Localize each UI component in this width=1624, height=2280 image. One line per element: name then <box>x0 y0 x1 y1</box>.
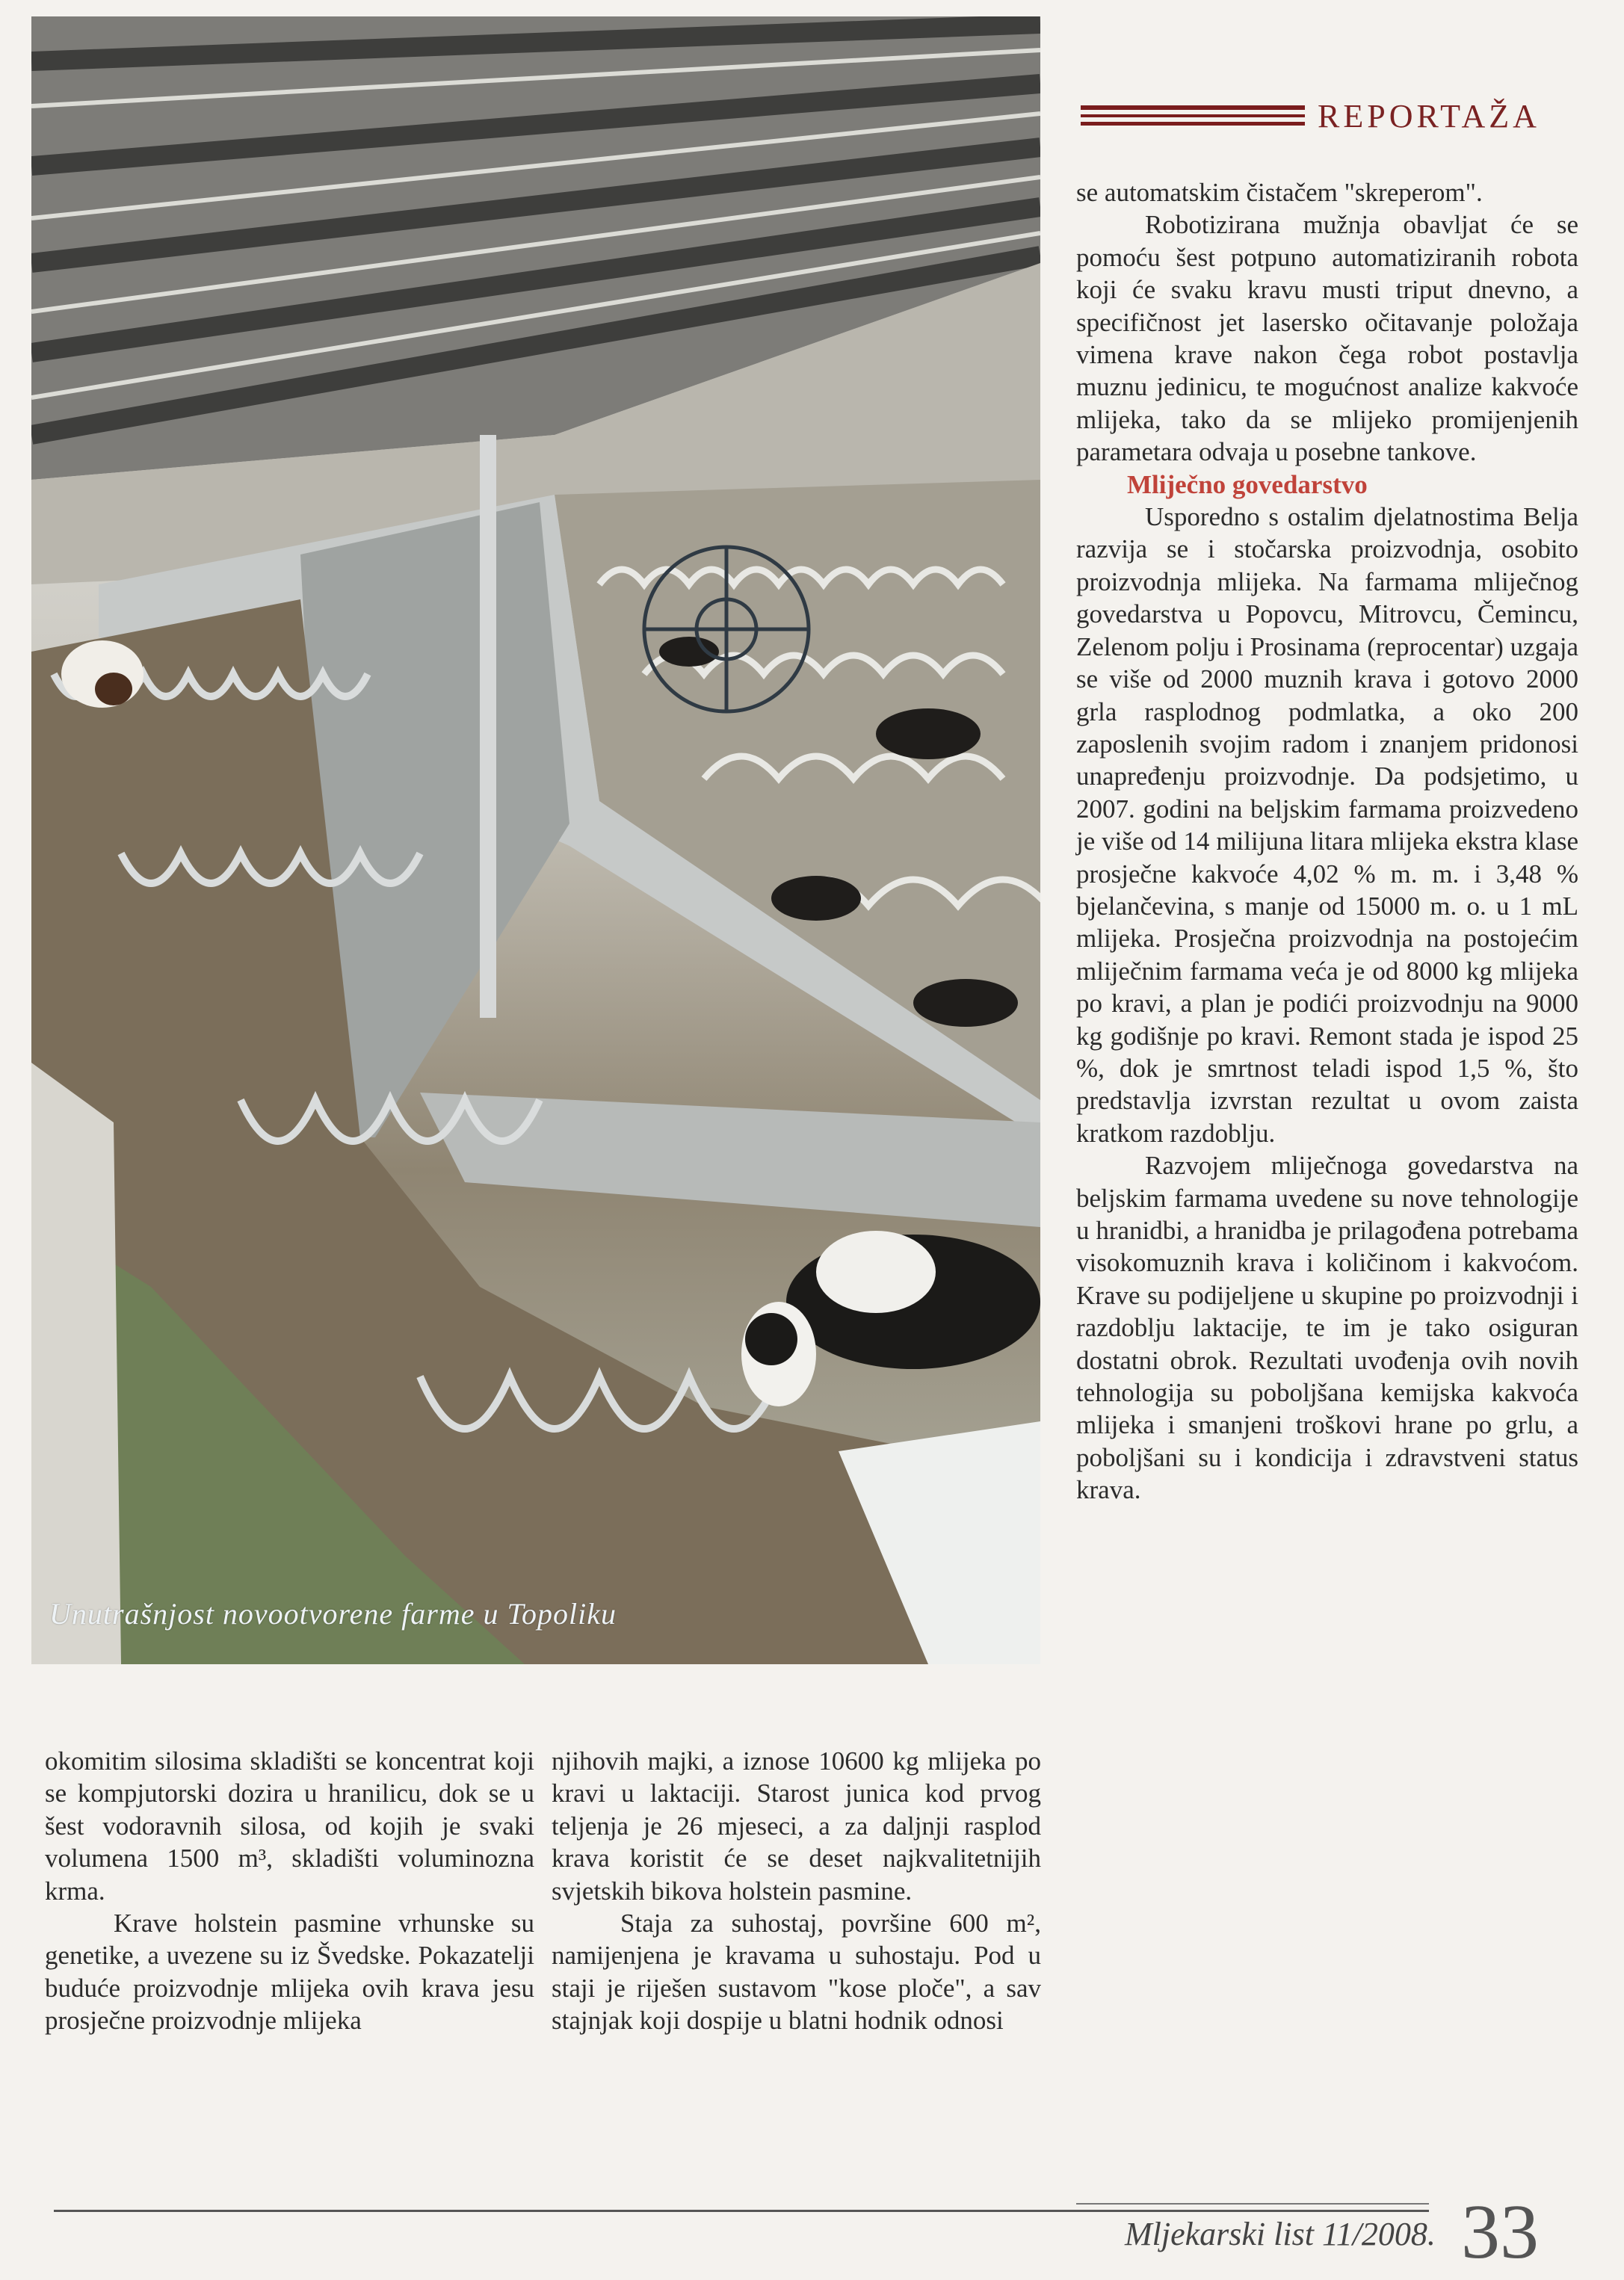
subheading-mlijecno-govedarstvo: Mliječno govedarstvo <box>1127 469 1368 499</box>
photo-caption: Unutrašnjost novootvorene farme u Topoliku <box>49 1597 617 1631</box>
col3-paragraph-4: Razvojem mliječnoga govedarstva na beljskim farmama uvedene su nove tehnologije u hranidbi, a hranidba je prilagođena potrebama visokomuznih krava i količinom i kakvoćom. Krave su podijeljene u skupine po proizvodnji i razdoblju laktacije, te im je tako osiguran dostatni obrok. Rezultati uvođenja ovih novih tehnologija su poboljšana kemijska kakvoća mlijeka i smanjeni troškovi hrane po grlu, a poboljšani su i kondicija i zdravstveni status krava. <box>1076 1151 1578 1505</box>
column-3 <box>1076 176 1578 1507</box>
col3-paragraph-2: Robotizirana mužnja obavljat će se pomoću šest potpuno automatiziranih robota koji će svaku kravu musti triput dnevno, a specifičnost jet lasersko očitavanje položaja vimena krave nakon čega robot postavlja muznu jedinicu, te mogućnost analize kakvoće mlijeka, tako da se mlijeko promijenjenih parametara odvaja u posebne tankove. <box>1076 210 1578 467</box>
col2-paragraph-1: njihovih majki, a iznose 10600 kg mlijeka po kravi u laktaciji. Starost junica kod prvog teljenja je 26 mjeseci, a za daljnji rasplod krava koristit će se deset najkvalitetnijih svjetskih bikova holstein pasmine. <box>552 1746 1041 1906</box>
journal-issue: Mljekarski list 11/2008. <box>1125 2216 1436 2252</box>
footer-rule <box>54 2210 1429 2212</box>
col1-paragraph-1: okomitim silosima skladišti se koncentrat koji se kompjutorski dozira u hranilicu, dok se u šest vodoravnih silosa, od kojih je svaki volumena 1500 m³, skladišti voluminozna krma. <box>45 1746 534 1906</box>
footer-rule-short <box>1076 2203 1429 2205</box>
column-2 <box>552 1745 1041 2037</box>
col3-paragraph-1: se automatskim čistačem "skreperom". <box>1076 178 1483 207</box>
page-number: 33 <box>1461 2189 1539 2275</box>
header-rule-middle <box>1081 114 1305 117</box>
barn-illustration <box>31 16 1040 1664</box>
col1-paragraph-2: Krave holstein pasmine vrhunske su genetike, a uvezene su iz Švedske. Pokazatelji buduće proizvodnje mlijeka ovih krava jesu prosječne proizvodnje mlijeka <box>45 1909 534 2036</box>
section-label: REPORTAŽA <box>1318 98 1540 135</box>
col2-paragraph-2: Staja za suhostaj, površine 600 m², namijenjena je kravama u suhostaju. Pod u staji je riješen sustavom "kose ploče", a sav stajnjak koji dospije u blatni hodnik odnosi <box>552 1909 1041 2036</box>
column-1 <box>45 1745 534 2037</box>
header-rule-top <box>1081 105 1305 110</box>
col3-paragraph-3: Usporedno s ostalim djelatnostima Belja razvija se i stočarska proizvodnja, osobito proizvodnja mlijeka. Na farmama mliječnog govedarstva u Popovcu, Mitrovcu, Čemincu, Zelenom polju i Prosinama (reprocentar) uzgaja se više od 2000 muznih krava i gotovo 2000 grla rasplodnog podmlatka, a oko 200 zaposlenih svojim radom i znanjem pridonosi unapređenju proizvodnje. Da podsjetimo, u 2007. godini na beljskim farmama proizvedeno je više od 14 milijuna litara mlijeka ekstra klase prosječne kakvoće 4,02 % m. m. i 3,48 % bjelančevina, s manje od 15000 m. o. u 1 mL mlijeka. Prosječna proizvodnja na postojećim mliječnim farmama veća je od 8000 kg mlijeka po kravi, a plan je podići proizvodnju na 9000 kg godišnje po kravi. Remont stada je ispod 25 %, dok je smrtnost teladi ispod 1,5 %, što predstavlja izvrstan rezultat u ovom zaista kratkom razdoblju. <box>1076 502 1578 1148</box>
barn-photo <box>31 16 1040 1664</box>
header-rule-bottom <box>1081 122 1305 126</box>
